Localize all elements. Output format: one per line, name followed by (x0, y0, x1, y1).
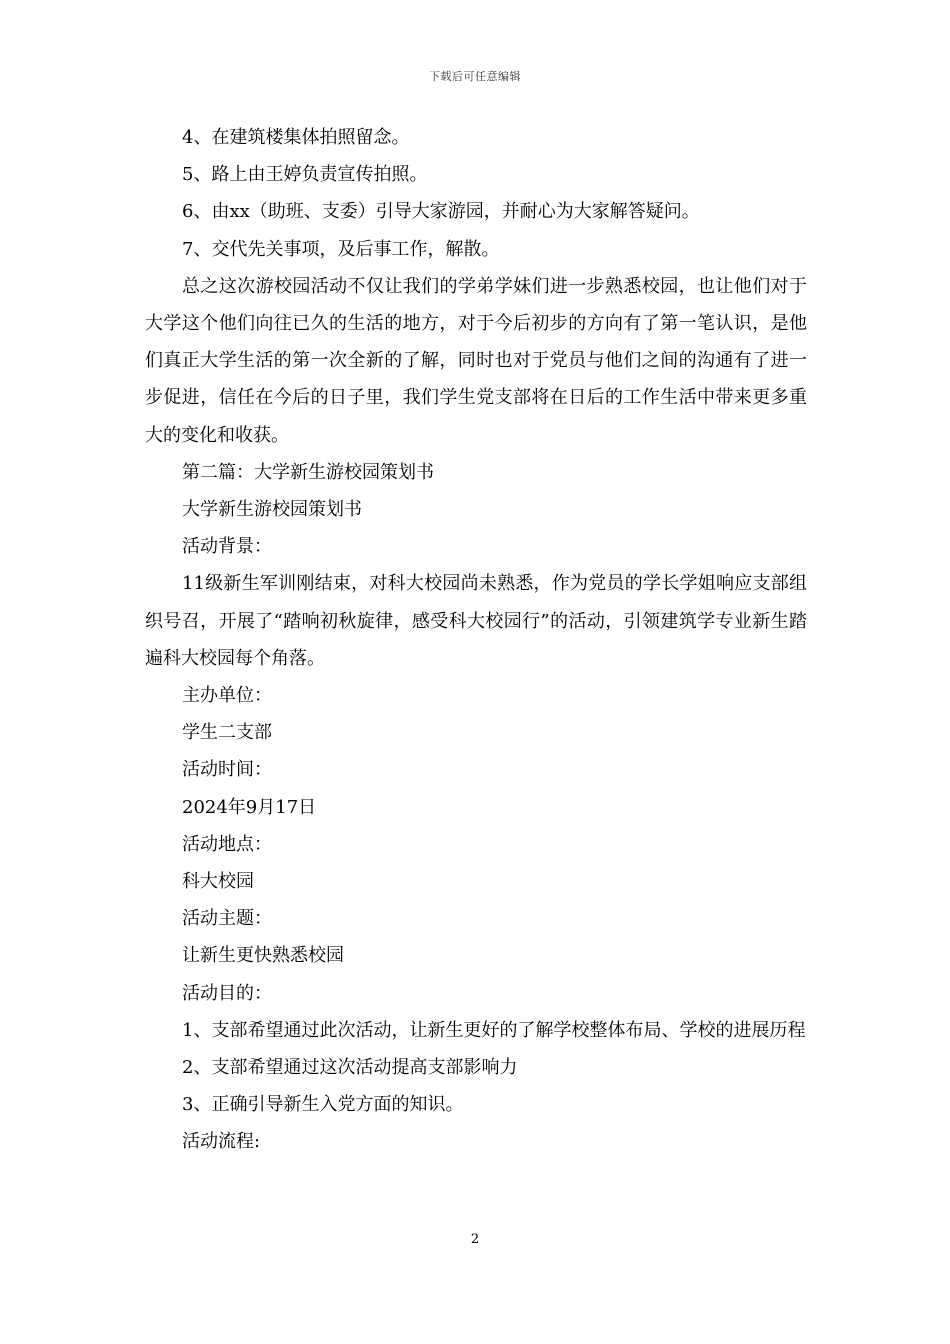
list-item-photo: 4、在建筑楼集体拍照留念。 (182, 127, 410, 148)
organizer-value: 学生二支部 (182, 722, 272, 744)
page-header-note: 下载后可任意编辑 (429, 70, 521, 83)
document-title: 大学新生游校园策划书 (182, 499, 362, 521)
time-label: 活动时间： (182, 759, 272, 781)
purpose-item-2: 2、支部希望通过这次活动提高支部影响力 (182, 1057, 518, 1079)
list-item-guide: 6、由xx（助班、支委）引导大家游园，并耐心为大家解答疑问。 (182, 201, 700, 223)
theme-label: 活动主题： (182, 908, 272, 930)
purpose-label: 活动目的： (182, 982, 272, 1004)
document-body (145, 119, 807, 1161)
page-number: 2 (470, 1232, 480, 1247)
background-label: 活动背景： (182, 536, 272, 558)
purpose-item-1: 1、支部希望通过此次活动，让新生更好的了解学校整体布局、学校的进展历程 (182, 1019, 806, 1041)
location-value: 科大校园 (182, 871, 254, 893)
location-label: 活动地点： (182, 833, 272, 855)
list-item-publicity: 5、路上由王婷负责宣传拍照。 (182, 164, 428, 186)
list-item-dismiss: 7、交代先关事项，及后事工作，解散。 (182, 238, 500, 260)
summary-paragraph: 总之这次游校园活动不仅让我们的学弟学妹们进一步熟悉校园，也让他们对于大学这个他们向往已久的生活的地方，对于今后初步的方向有了第一笔认识，是他们真正大学生活的第一次全新的了解，同时也对于党员与他们之间的沟通有了进一步促进，信任在今后的日子里，我们学生党支部将在日后的工作生活中带来更多重大的变化和收获。 (145, 275, 807, 446)
time-value: 2024年9月17日 (182, 796, 317, 818)
process-label: 活动流程: (182, 1131, 261, 1153)
theme-value: 让新生更快熟悉校园 (182, 945, 344, 967)
purpose-item-3: 3、正确引导新生入党方面的知识。 (182, 1094, 464, 1116)
section-heading: 第二篇：大学新生游校园策划书 (182, 461, 434, 483)
organizer-label: 主办单位： (182, 685, 272, 707)
background-paragraph: 11级新生军训刚结束，对科大校园尚未熟悉，作为党员的学长学姐响应支部组织号召，开展了“踏响初秋旋律，感受科大校园行”的活动，引领建筑学专业新生踏遍科大校园每个角落。 (145, 573, 807, 669)
